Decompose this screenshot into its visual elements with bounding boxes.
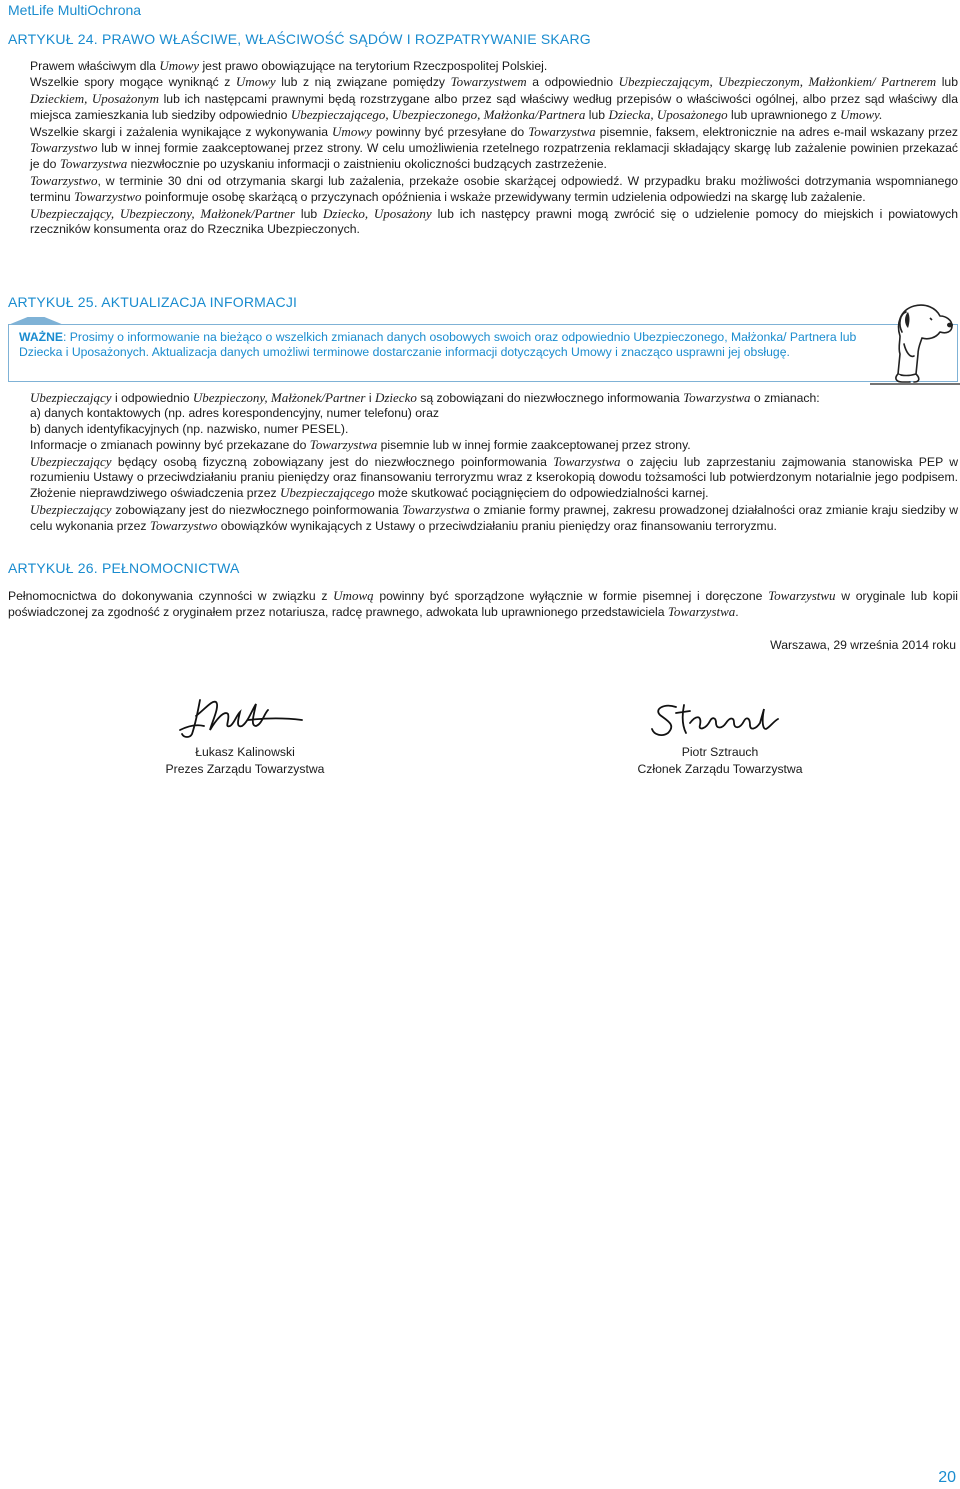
signatory-1-name: Łukasz Kalinowski: [195, 745, 295, 759]
article-24-point-5: Ubezpieczający, Ubezpieczony, Małżonek/Partner lub Dziecko, Uposażony lub ich następcy prawni mogą zwrócić się o udzielenie pomocy do miejskich i powiatowych rzeczników konsumenta oraz do Rzecznika Ubezpieczonych.: [30, 205, 958, 237]
article-25-point-1a: a) danych kontaktowych (np. adres korespondencyjny, numer telefonu) oraz: [30, 406, 439, 421]
article-25-point-3: Ubezpieczający zobowiązany jest do niezwłocznego poinformowania Towarzystwa o zmianie formy prawnej, zakresu prowadzonej działalności oraz zmianie kraju siedziby w celu wykonania przez Towarzystwo obowiązków wynikających z Ustawy o przeciwdziałaniu praniu pieniędzy oraz finansowaniu terroryzmu.: [30, 501, 959, 534]
article-24-point-1: Prawem właściwym dla Umowy jest prawo obowiązujące na terytorium Rzeczpospolitej Polskiej.: [30, 58, 548, 73]
article-26-title: ARTYKUŁ 26. PEŁNOMOCNICTWA: [8, 560, 240, 576]
important-notice-box: [8, 324, 958, 382]
important-notice-text: WAŻNE: Prosimy o informowanie na bieżąco o wszelkich zmianach danych osobowych swoich oraz odpowiednio Ubezpieczonego, Małżonka/ Partnera lub Dziecka i Uposażonych. Aktualizacja danych umożliwi terminowe dostarczanie informacji dotyczących Umowy i znacząco usprawni jej obsługę.: [19, 330, 857, 360]
article-24-point-4: Towarzystwo, w terminie 30 dni od otrzymania skargi lub zażalenia, przekaże osobie skarżącej odpowiedź. W przypadku braku możliwości dotrzymania wspomnianego terminu Towarzystwo poinformuje osobę skarżącą o przyczynach opóźnienia i wskaże przewidywany termin udzielenia odpowiedzi na skargę lub zażalenie.: [30, 172, 958, 205]
page-number: 20: [938, 1469, 956, 1486]
article-24-point-3: Wszelkie skargi i zażalenia wynikające z wykonywania Umowy powinny być przesyłane do Towarzystwa pisemnie, faksem, elektronicznie na adres e-mail wskazany przez Towarzystwo lub w innej formie zaakceptowanej przez strony. W celu umożliwienia rzetelnego rozpatrzenia reklamacji składający skargę lub zażalenie powinien przekazać je do Towarzystwa niezwłocznie po uzyskaniu informacji o zaistnieniu okoliczności budzących zastrzeżenie.: [30, 123, 958, 172]
article-24-title: ARTYKUŁ 24. PRAWO WŁAŚCIWE, WŁAŚCIWOŚĆ SĄDÓW I ROZPATRYWANIE SKARG: [8, 31, 591, 47]
article-25-body: [8, 390, 958, 535]
article-24-point-2: Wszelkie spory mogące wyniknąć z Umowy lub z nią związane pomiędzy Towarzystwem a odpowiednio Ubezpieczającym, Ubezpieczonym, Małżonkiem/ Partnerem lub Dzieckiem, Uposażonym lub ich następcami prawnymi będą rozstrzygane albo przez sąd właściwy według przepisów o właściwości ogólnej, albo przez sąd właściwy dla miejsca zamieszkania lub siedziby odpowiednio Ubezpieczającego, Ubezpieczonego, Małżonka/Partnera lub Dziecka, Uposażonego lub uprawnionego z Umowy.: [30, 74, 958, 123]
article-25-point-1b: b) danych identyfikacyjnych (np. nazwisko, numer PESEL).: [30, 421, 349, 436]
article-25-title: ARTYKUŁ 25. AKTUALIZACJA INFORMACJI: [8, 294, 298, 310]
article-24-body: [8, 58, 958, 237]
signature-sztrauch: [646, 695, 786, 745]
signatory-2-role: Członek Zarządu Towarzystwa: [637, 762, 803, 776]
signatory-1-role: Prezes Zarządu Towarzystwa: [165, 762, 325, 776]
article-25-point-1: Ubezpieczający i odpowiednio Ubezpieczony, Małżonek/Partner i Dziecko są zobowiązani do niezwłocznego informowania Towarzystwa o zmianach:: [30, 390, 820, 405]
signatory-2-name: Piotr Sztrauch: [681, 745, 759, 759]
signatory-1: [140, 744, 350, 778]
article-25-point-2: Ubezpieczający będący osobą fizyczną zobowiązany jest do niezwłocznego poinformowania Towarzystwa o zajęciu lub zaprzestaniu zajmowania stanowiska PEP w rozumieniu Ustawy o przeciwdziałaniu praniu pieniędzy oraz finansowaniu terroryzmu wraz z kserokopią dowodu tożsamości lub potwierdzonym notarialnie jego podpisem. Złożenie nieprawdziwego oświadczenia przez Ubezpieczającego może skutkować pociągnięciem do odpowiedzialności karnej.: [30, 453, 958, 501]
signing-date: Warszawa, 29 września 2014 roku: [770, 638, 956, 652]
snoopy-illustration: [870, 298, 960, 388]
article-26-paragraph: Pełnomocnictwa do dokonywania czynności w związku z Umową powinny być sporządzone wyłącznie w formie pisemnej i doręczone Towarzystwu w oryginale lub kopii poświadczonej za zgodność z oryginałem przez notariusza, radcę prawnego, adwokata lub uprawnionego przedstawiciela Towarzystwa.: [8, 588, 958, 620]
signature-kalinowski: [176, 690, 306, 740]
article-26-body: [8, 588, 958, 621]
article-25-point-1-note: Informacje o zmianach powinny być przekazane do Towarzystwa pisemnie lub w innej formie zaakceptowanej przez strony.: [30, 437, 691, 453]
document-header: MetLife MultiOchrona: [8, 2, 142, 18]
notice-tab-decoration: [8, 317, 64, 325]
signatory-2: [610, 744, 830, 778]
